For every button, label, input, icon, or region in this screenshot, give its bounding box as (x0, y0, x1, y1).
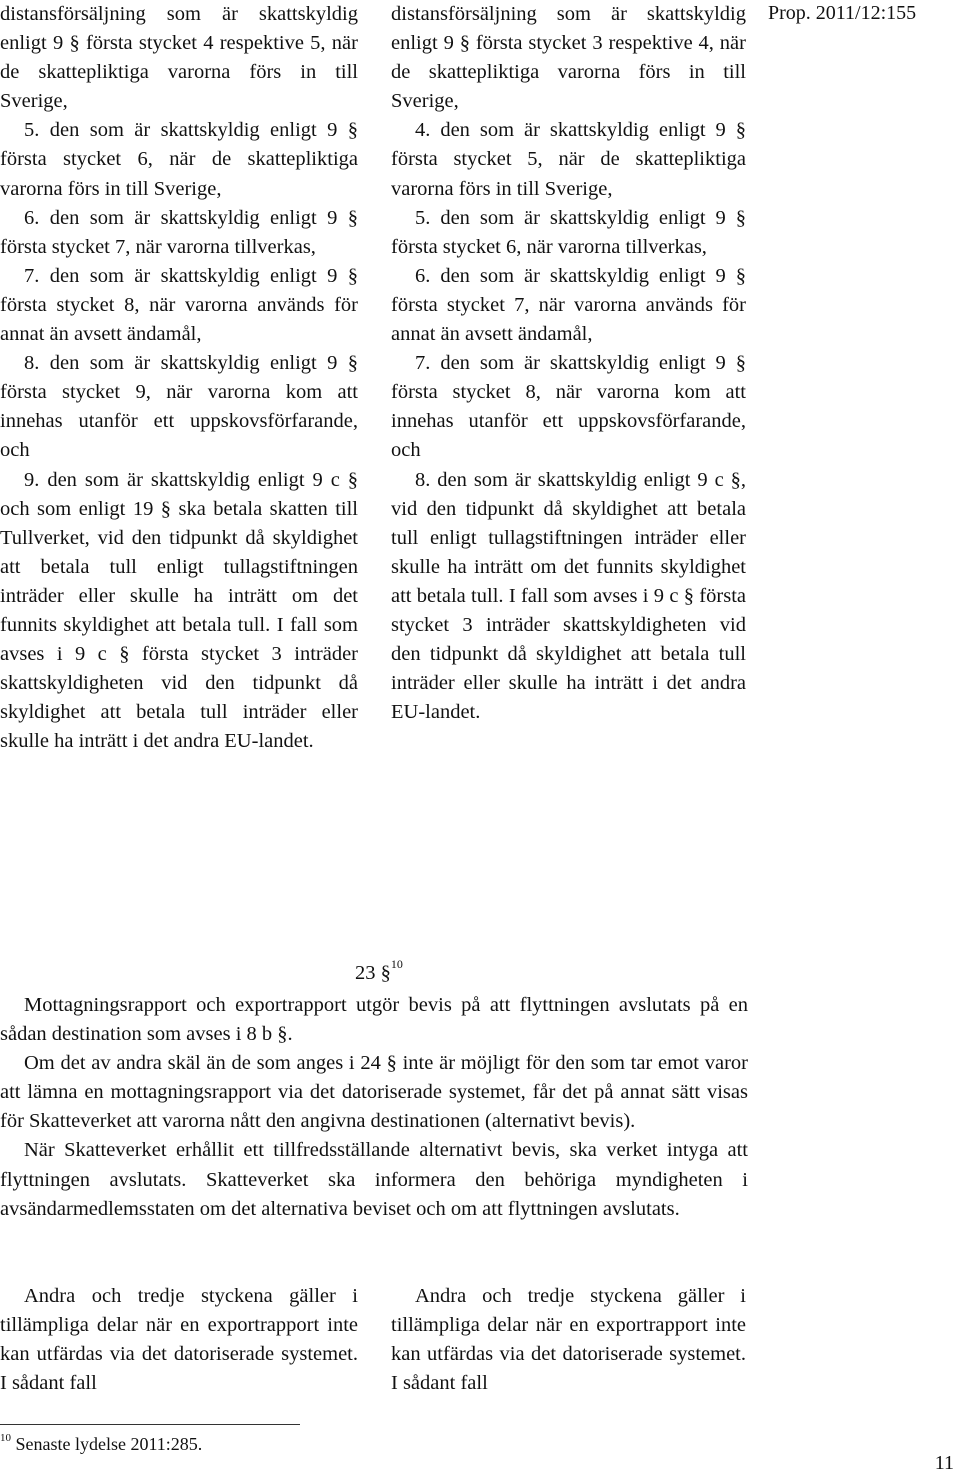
page-number: 11 (934, 1452, 954, 1474)
left-paragraph-2: 5. den som är skattskyldig enligt 9 § första stycket 6, när de skattepliktiga varorna förs in till Sverige, (0, 119, 358, 200)
full-paragraph-1: Mottagningsrapport och exportrapport utgör bevis på att flyttningen avslutats på en sådan destination som avses i 8 b §. (0, 994, 748, 1046)
footnote-divider (0, 1424, 300, 1425)
right-paragraph-3: 5. den som är skattskyldig enligt 9 § första stycket 6, när varorna tillverkas, (391, 206, 746, 258)
right-paragraph-2: 4. den som är skattskyldig enligt 9 § första stycket 5, när de skattepliktiga varorna förs in till Sverige, (391, 119, 746, 200)
bottom-right-text: Andra och tredje styckena gäller i tillämpliga delar när en exportrapport inte kan utfärdas via det datoriserade systemet. I sådant fall (391, 1285, 746, 1395)
right-paragraph-1: distansförsäljning som är skattskyldig enligt 9 § första stycket 3 respektive 4, när de skattepliktiga varorna förs in till Sverige, (391, 3, 746, 113)
left-paragraph-3: 6. den som är skattskyldig enligt 9 § första stycket 7, när varorna tillverkas, (0, 206, 358, 258)
right-paragraph-5: 7. den som är skattskyldig enligt 9 § första stycket 8, när varorna kom att innehas utanför ett uppskovsförfarande, och (391, 352, 746, 462)
full-width-text (0, 991, 748, 1224)
bottom-right-paragraph (391, 1282, 746, 1398)
left-paragraph-6: 9. den som är skattskyldig enligt 9 c § och som enligt 19 § ska betala skatten till Tullverket, vid den tidpunkt då skyldighet att betala tull enligt tullagstiftningen inträder eller skulle ha inträtt om det funnits skyldighet att betala tull. I fall som avses i 9 c § första stycket 3 inträder skattskyldigheten vid den tidpunkt då skyldighet att betala tull inträder eller skulle ha inträtt i det andra EU-landet. (0, 468, 358, 753)
full-paragraph-2: Om det av andra skäl än de som anges i 24 § inte är möjligt för den som tar emot varor att lämna en mottagningsrapport via det datoriserade systemet, får det på annat sätt visas för Skatteverket att varorna nått den angivna destinationen (alternativt bevis). (0, 1052, 748, 1133)
footnote-number: 10 (0, 1432, 11, 1444)
footnote (0, 1434, 202, 1455)
section-number: 23 § (355, 961, 391, 984)
left-column (0, 0, 358, 756)
bottom-left-paragraph (0, 1282, 358, 1398)
left-paragraph-4: 7. den som är skattskyldig enligt 9 § första stycket 8, när varorna används för annat än avsett ändamål, (0, 264, 358, 346)
footnote-text: Senaste lydelse 2011:285. (15, 1434, 203, 1454)
proposition-reference: Prop. 2011/12:155 (768, 2, 917, 24)
right-column (391, 0, 746, 727)
footnote-marker: 10 (390, 957, 403, 971)
bottom-left-text: Andra och tredje styckena gäller i tillämpliga delar när en exportrapport inte kan utfärdas via det datoriserade systemet. I sådant fall (0, 1285, 358, 1395)
right-paragraph-4: 6. den som är skattskyldig enligt 9 § första stycket 7, när varorna används för annat än avsett ändamål, (391, 264, 746, 346)
right-paragraph-6: 8. den som är skattskyldig enligt 9 c §, vid den tidpunkt då skyldighet att betala tull enligt tullagstiftningen inträder eller skulle ha inträtt om det funnits skyldighet att betala tull. I fall som avses i 9 c § första stycket 3 inträder skattskyldigheten vid den tidpunkt då skyldighet att betala tull inträder eller skulle ha inträtt i det andra EU-landet. (391, 468, 746, 724)
left-paragraph-5: 8. den som är skattskyldig enligt 9 § första stycket 9, när varorna kom att innehas utanför ett uppskovsförfarande, och (0, 352, 358, 462)
section-heading (355, 957, 403, 985)
full-paragraph-3: När Skatteverket erhållit ett tillfredsställande alternativt bevis, ska verket intyga att flyttningen avslutats. Skatteverket ska informera den behöriga myndigheten i avsändarmedlemsstaten om det alternativa beviset och om att flyttningen avslutats. (0, 1139, 748, 1220)
left-paragraph-1: distansförsäljning som är skattskyldig enligt 9 § första stycket 4 respektive 5, när de skattepliktiga varorna förs in till Sverige, (0, 3, 358, 113)
